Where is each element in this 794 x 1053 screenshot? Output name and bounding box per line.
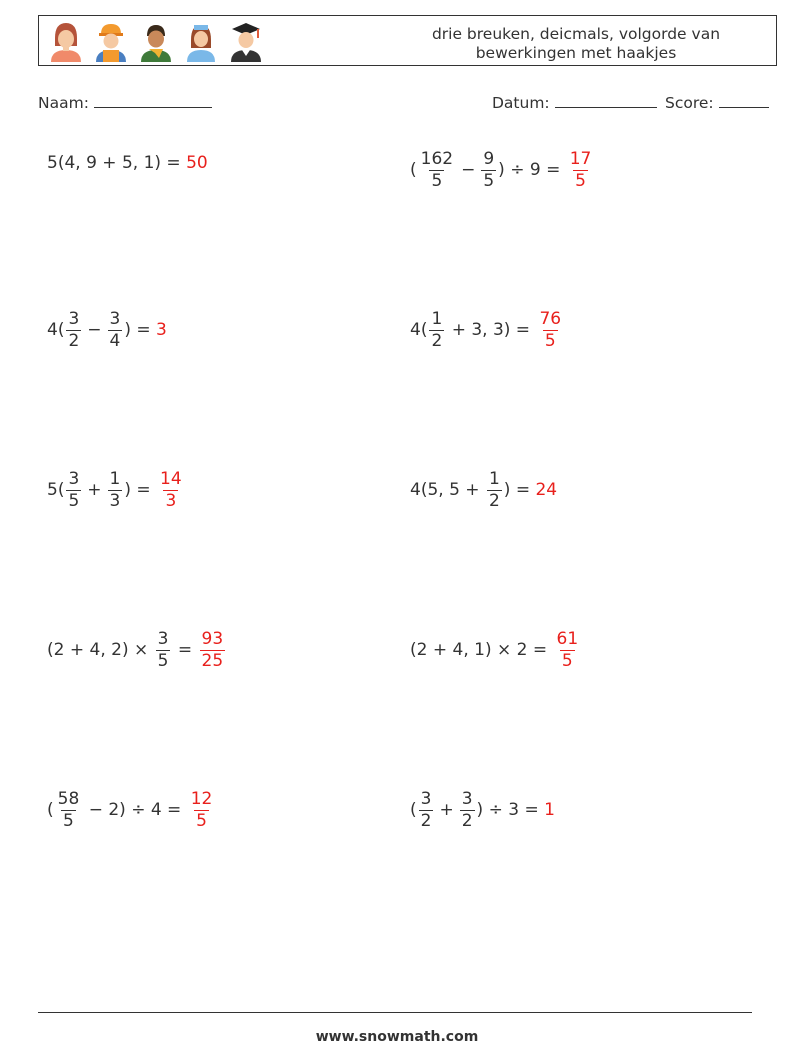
answer: $\frac{14}{3}$: [160, 468, 182, 511]
name-field[interactable]: [38, 93, 212, 112]
problem-expression: =: [177, 640, 193, 660]
problem-2: [410, 145, 595, 195]
worksheet-header: [38, 15, 777, 66]
problem-3: [47, 305, 167, 355]
paren: (: [410, 160, 417, 180]
problem-expression: + 3, 3) =: [451, 320, 531, 340]
date-blank[interactable]: [555, 93, 657, 108]
answer: 3: [156, 320, 167, 340]
operator: +: [439, 800, 454, 820]
problem-4: [410, 305, 565, 355]
problem-expression: (2 + 4, 2) ×: [47, 640, 149, 660]
problem-1: [47, 138, 208, 188]
problem-expression: 4(: [47, 320, 65, 340]
footer-divider: [38, 1012, 752, 1013]
operator: +: [87, 480, 102, 500]
problem-expression: ) =: [124, 480, 151, 500]
answer: $\frac{76}{5}$: [539, 308, 562, 351]
score-field[interactable]: [665, 93, 769, 112]
fraction: $\frac{3}{2}$: [461, 788, 473, 831]
construction-worker-icon: [92, 20, 130, 62]
fraction: $\frac{3}{2}$: [68, 308, 80, 351]
fraction: $\frac{3}{5}$: [157, 628, 169, 671]
name-label: Naam:: [38, 94, 89, 112]
nurse-icon: [182, 20, 220, 62]
fraction: $\frac{9}{5}$: [483, 148, 495, 191]
problem-10: [410, 785, 555, 835]
avatar-row: [47, 20, 265, 62]
answer: 24: [535, 480, 558, 500]
fraction: $\frac{58}{5}$: [57, 788, 80, 831]
fraction: $\frac{3}{5}$: [68, 468, 80, 511]
fraction: $\frac{162}{5}$: [420, 148, 454, 191]
operator: −: [461, 160, 476, 180]
problem-7: [47, 625, 227, 675]
problem-expression: 5(4, 9 + 5, 1) =: [47, 153, 181, 173]
problem-expression: (2 + 4, 1) × 2 =: [410, 640, 548, 660]
footer-url[interactable]: www.snowmath.com: [315, 1029, 479, 1045]
answer: $\frac{93}{25}$: [201, 628, 224, 671]
woman-red-hair-icon: [47, 20, 85, 62]
answer: 1: [544, 800, 555, 820]
score-label: Score:: [665, 94, 714, 112]
score-blank[interactable]: [719, 93, 769, 108]
answer: $\frac{12}{5}$: [190, 788, 213, 831]
date-field[interactable]: [492, 93, 657, 112]
fraction: $\frac{1}{3}$: [109, 468, 121, 511]
answer: $\frac{61}{5}$: [556, 628, 579, 671]
fraction: $\frac{3}{2}$: [420, 788, 432, 831]
problem-expression: ) =: [503, 480, 531, 500]
title-line-1: drie breuken, deicmals, volgorde van: [431, 25, 721, 43]
problem-6: [410, 465, 557, 515]
worksheet-title: [416, 25, 736, 63]
paren: (: [410, 800, 417, 820]
fraction: $\frac{1}{2}$: [488, 468, 500, 511]
fraction: $\frac{1}{2}$: [431, 308, 443, 351]
problem-8: [410, 625, 582, 675]
date-label: Datum:: [492, 94, 550, 112]
problem-5: [47, 465, 186, 515]
man-scarf-icon: [137, 20, 175, 62]
problem-expression: 5(: [47, 480, 65, 500]
problem-expression: − 2) ÷ 4 =: [88, 800, 182, 820]
problem-expression: ) ÷ 3 =: [476, 800, 539, 820]
answer: $\frac{17}{5}$: [569, 148, 592, 191]
name-blank[interactable]: [94, 93, 212, 108]
problem-expression: 4(: [410, 320, 428, 340]
problem-expression: ) =: [124, 320, 151, 340]
fraction: $\frac{3}{4}$: [109, 308, 121, 351]
problem-expression: ) ÷ 9 =: [498, 160, 561, 180]
answer: 50: [186, 153, 208, 173]
operator: −: [87, 320, 102, 340]
paren: (: [47, 800, 54, 820]
problem-9: [47, 785, 216, 835]
graduate-icon: [227, 20, 265, 62]
problem-expression: 4(5, 5 +: [410, 480, 480, 500]
title-line-2: bewerkingen met haakjes: [475, 44, 677, 62]
